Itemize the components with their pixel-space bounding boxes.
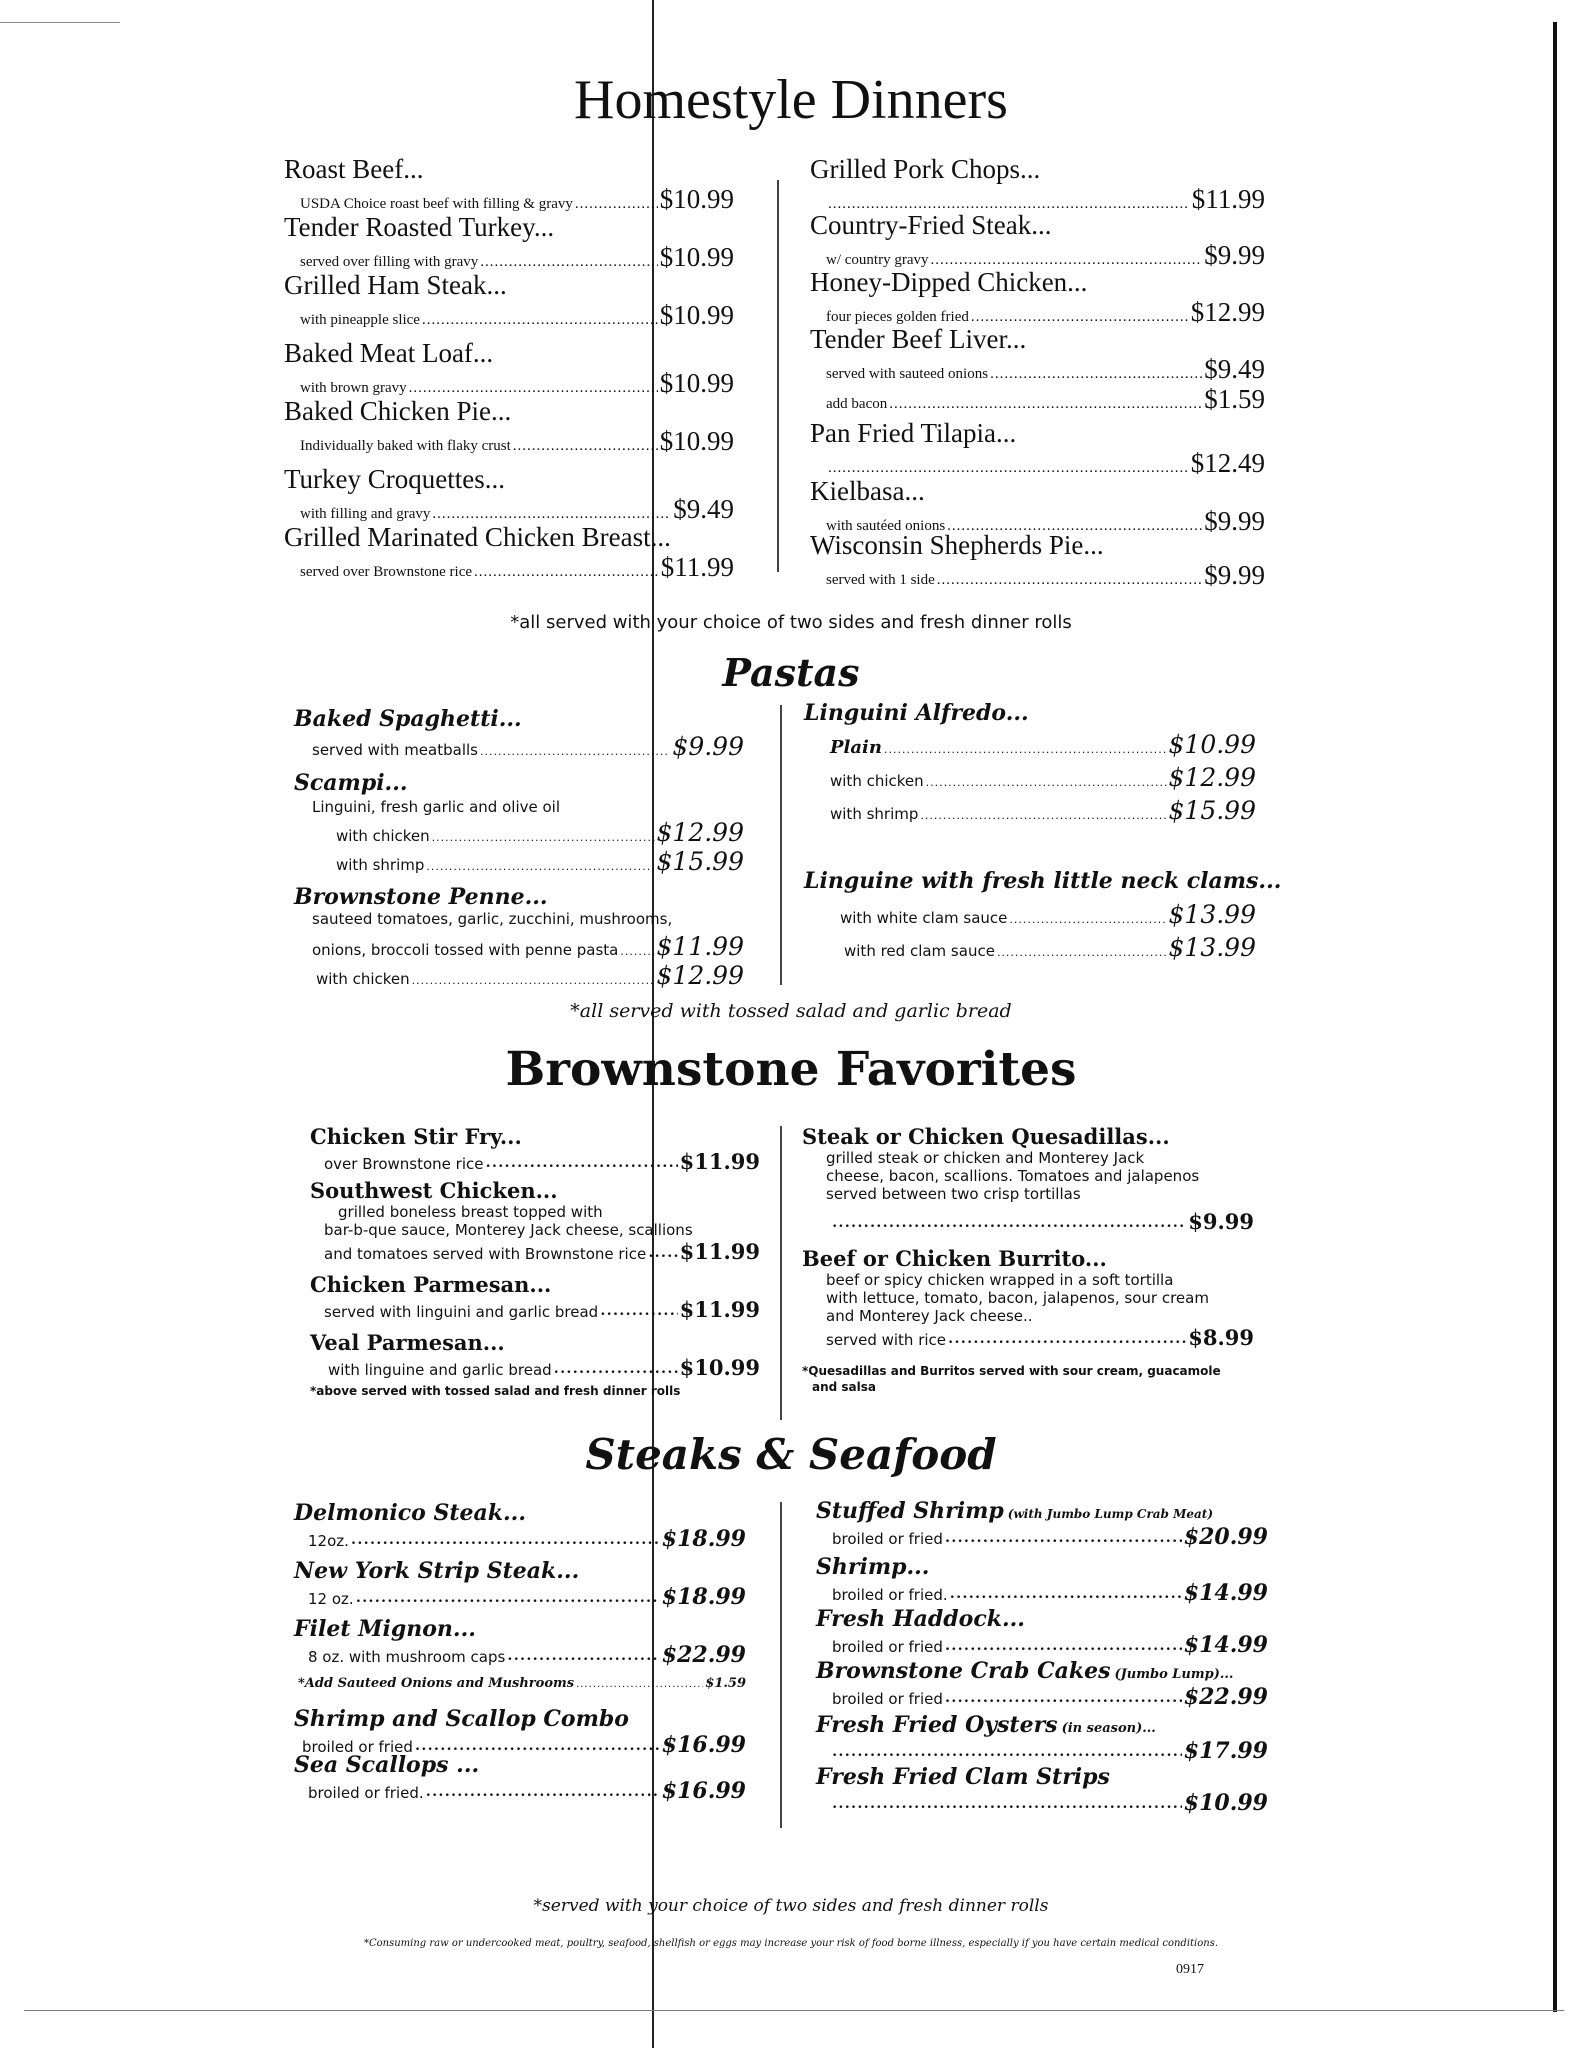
item-name: Grilled Marinated Chicken Breast... — [284, 522, 671, 552]
item-price: $11.99 — [1191, 184, 1265, 214]
item-desc: with lettuce, tomato, bacon, jalapenos, sour cream — [826, 1289, 1209, 1307]
item-desc: w/ country gravy — [826, 252, 929, 268]
favorites-column-divider — [780, 1126, 782, 1420]
item-name: Linguine with fresh little neck clams... — [804, 868, 1282, 894]
item-desc: broiled or fried. — [308, 1784, 424, 1802]
item-price: $13.99 — [1168, 900, 1256, 929]
item-name: Scampi... — [294, 770, 408, 796]
item-name: Baked Spaghetti... — [294, 706, 522, 732]
menu-item — [294, 884, 744, 990]
item-desc: onions, broccoli tossed with penne pasta — [312, 941, 619, 959]
item-option: with shrimp — [830, 805, 919, 823]
favorites-note-right: *Quesadillas and Burritos served with sour cream, guacamole — [802, 1364, 1221, 1378]
item-name: Shrimp and Scallop Combo — [294, 1706, 629, 1732]
item-name: Filet Mignon... — [294, 1616, 476, 1642]
menu-item — [310, 1124, 760, 1174]
menu-item — [804, 868, 1282, 962]
menu-item — [284, 522, 734, 583]
item-price: $16.99 — [661, 1732, 746, 1758]
item-name: Shrimp... — [816, 1554, 930, 1580]
item-name: Chicken Stir Fry... — [310, 1124, 522, 1149]
item-desc: sauteed tomatoes, garlic, zucchini, mushrooms, — [312, 910, 673, 928]
item-desc: served with meatballs — [312, 741, 478, 759]
item-name: Kielbasa... — [810, 476, 925, 506]
item-name: Beef or Chicken Burrito... — [802, 1246, 1107, 1271]
item-price: $10.99 — [659, 300, 734, 330]
menu-item — [816, 1712, 1268, 1764]
item-price: $11.99 — [679, 1149, 760, 1174]
item-desc: served over filling with gravy — [300, 254, 479, 270]
addon-price: $1.59 — [705, 1676, 746, 1691]
item-name: Southwest Chicken... — [310, 1178, 558, 1203]
menu-item — [804, 700, 1256, 825]
item-desc: Linguini, fresh garlic and olive oil — [312, 798, 560, 816]
item-price: $1.59 — [1204, 384, 1265, 414]
menu-item — [802, 1246, 1254, 1350]
item-desc: grilled steak or chicken and Monterey Jack — [826, 1149, 1145, 1167]
item-desc: and Monterey Jack cheese.. — [826, 1307, 1033, 1325]
menu-item — [294, 706, 744, 761]
menu-item — [810, 324, 1265, 385]
item-desc: cheese, bacon, scallions. Tomatoes and jalapenos — [826, 1167, 1200, 1185]
menu-item-addon — [810, 384, 1265, 415]
menu-item — [310, 1330, 760, 1380]
item-price: $11.99 — [656, 932, 744, 961]
item-price: $9.99 — [672, 732, 744, 761]
item-desc: USDA Choice roast beef with filling & gravy — [300, 196, 573, 212]
item-price: $10.99 — [679, 1355, 760, 1380]
item-desc: 8 oz. with mushroom caps — [308, 1648, 506, 1666]
item-name: Veal Parmesan... — [310, 1330, 505, 1355]
menu-item — [284, 396, 734, 457]
item-price: $16.99 — [661, 1778, 746, 1804]
item-desc: bar-b-que sauce, Monterey Jack cheese, scallions — [324, 1221, 693, 1239]
item-name: Baked Meat Loaf... — [284, 338, 494, 368]
item-desc: broiled or fried — [832, 1690, 943, 1708]
menu-item — [810, 418, 1265, 479]
item-price: $12.99 — [1190, 297, 1265, 327]
item-desc: broiled or fried. — [832, 1586, 948, 1604]
item-price: $12.99 — [656, 961, 744, 990]
item-desc: broiled or fried — [832, 1530, 943, 1548]
menu-item — [810, 267, 1265, 328]
item-price: $15.99 — [656, 847, 744, 876]
item-desc: with pineapple slice — [300, 312, 420, 328]
item-name: Linguini Alfredo... — [804, 700, 1029, 726]
item-desc: served over Brownstone rice — [300, 564, 473, 580]
item-price: $20.99 — [1183, 1524, 1268, 1550]
steaks-column-divider — [780, 1502, 782, 1828]
item-price: $10.99 — [659, 242, 734, 272]
item-option: with chicken — [336, 827, 430, 845]
item-option: with red clam sauce — [844, 942, 995, 960]
item-desc: beef or spicy chicken wrapped in a soft tortilla — [826, 1271, 1174, 1289]
menu-item — [294, 1752, 746, 1804]
item-name: Tender Roasted Turkey... — [284, 212, 555, 242]
item-price: $9.49 — [673, 494, 734, 524]
menu-item — [802, 1124, 1254, 1234]
item-price: $10.99 — [659, 426, 734, 456]
item-name: Stuffed Shrimp — [816, 1498, 1004, 1524]
item-desc: served with sauteed onions — [826, 366, 989, 382]
item-price: $9.49 — [1204, 354, 1265, 384]
item-name: Baked Chicken Pie... — [284, 396, 512, 426]
menu-item — [294, 1500, 746, 1552]
item-desc: served with 1 side — [826, 572, 935, 588]
item-desc: 12oz. — [308, 1532, 349, 1550]
menu-item — [294, 770, 744, 876]
item-name: New York Strip Steak... — [294, 1558, 580, 1584]
menu-code: 0917 — [1176, 1962, 1204, 1977]
item-price: $9.99 — [1188, 1209, 1254, 1234]
favorites-title: Brownstone Favorites — [505, 1042, 1077, 1097]
menu-item — [284, 212, 734, 273]
menu-item — [810, 210, 1265, 271]
menu-item — [284, 464, 734, 525]
item-name: Turkey Croquettes... — [284, 464, 505, 494]
bottom-rule — [24, 2010, 1564, 2011]
item-price: $22.99 — [661, 1642, 746, 1668]
item-desc: with sautéed onions — [826, 518, 946, 534]
item-desc: served between two crisp tortillas — [826, 1185, 1081, 1203]
item-price: $22.99 — [1183, 1684, 1268, 1710]
item-price: $13.99 — [1168, 933, 1256, 962]
item-name: Pan Fried Tilapia... — [810, 418, 1017, 448]
item-name: Fresh Fried Oysters — [816, 1712, 1058, 1738]
item-price: $12.99 — [656, 818, 744, 847]
homestyle-title: Homestyle Dinners — [574, 69, 1008, 131]
menu-item — [310, 1178, 760, 1264]
favorites-note-left: *above served with tossed salad and fresh dinner rolls — [310, 1384, 681, 1398]
item-price: $18.99 — [661, 1526, 746, 1552]
steaks-note: *served with your choice of two sides and fresh dinner rolls — [533, 1896, 1049, 1916]
item-price: $18.99 — [661, 1584, 746, 1610]
item-desc: four pieces golden fried — [826, 309, 969, 325]
homestyle-note: *all served with your choice of two sides and fresh dinner rolls — [510, 612, 1072, 633]
item-name: Brownstone Crab Cakes — [816, 1658, 1111, 1684]
item-price: $14.99 — [1183, 1580, 1268, 1606]
item-option: with chicken — [316, 970, 410, 988]
item-name: Sea Scallops ... — [294, 1752, 480, 1778]
item-tag: (Jumbo Lump)... — [1114, 1667, 1234, 1682]
item-tag: (in season)... — [1061, 1721, 1156, 1736]
item-name: Steak or Chicken Quesadillas... — [802, 1124, 1170, 1149]
menu-item — [816, 1658, 1268, 1710]
pastas-title: Pastas — [722, 650, 860, 695]
item-name: Wisconsin Shepherds Pie... — [810, 530, 1104, 560]
menu-item — [310, 1272, 760, 1322]
menu-item — [284, 338, 734, 399]
item-name: Country-Fried Steak... — [810, 210, 1052, 240]
item-price: $10.99 — [1168, 730, 1256, 759]
menu-item — [816, 1554, 1268, 1606]
item-name: Chicken Parmesan... — [310, 1272, 552, 1297]
item-name: Fresh Haddock... — [816, 1606, 1025, 1632]
item-desc: 12 oz. — [308, 1590, 354, 1608]
item-desc: with brown gravy — [300, 380, 407, 396]
favorites-note-right-cont: and salsa — [812, 1380, 877, 1394]
item-price: $9.99 — [1204, 240, 1265, 270]
item-desc: over Brownstone rice — [324, 1155, 484, 1173]
item-option: with white clam sauce — [840, 909, 1008, 927]
item-price: $12.49 — [1190, 448, 1265, 478]
menu-item — [294, 1706, 746, 1758]
item-price: $8.99 — [1188, 1325, 1254, 1350]
item-option: with chicken — [830, 772, 924, 790]
item-desc: grilled boneless breast topped with — [338, 1203, 603, 1221]
item-price: $17.99 — [1183, 1738, 1268, 1764]
item-name: Brownstone Penne... — [294, 884, 548, 910]
item-price: $10.99 — [659, 184, 734, 214]
item-price: $10.99 — [1183, 1790, 1268, 1816]
item-price: $12.99 — [1168, 763, 1256, 792]
menu-item — [810, 530, 1265, 591]
item-price: $9.99 — [1204, 506, 1265, 536]
item-tag: (with Jumbo Lump Crab Meat) — [1007, 1507, 1214, 1521]
item-name: Roast Beef... — [284, 154, 424, 184]
menu-item — [816, 1764, 1268, 1816]
item-price: $11.99 — [679, 1297, 760, 1322]
item-price: $15.99 — [1168, 796, 1256, 825]
item-desc: Individually baked with flaky crust — [300, 438, 511, 454]
top-rule — [0, 22, 120, 23]
menu-item — [294, 1616, 746, 1668]
item-desc: served with linguini and garlic bread — [324, 1303, 599, 1321]
homestyle-column-divider — [777, 180, 779, 572]
item-price: $11.99 — [660, 552, 734, 582]
item-price: $14.99 — [1183, 1632, 1268, 1658]
steaks-title: Steaks & Seafood — [585, 1430, 997, 1479]
item-desc: with filling and gravy — [300, 506, 431, 522]
item-desc: with linguine and garlic bread — [328, 1361, 552, 1379]
item-desc: broiled or fried — [832, 1638, 943, 1656]
item-name: Grilled Pork Chops... — [810, 154, 1041, 184]
item-desc: and tomatoes served with Brownstone rice — [324, 1245, 647, 1263]
item-desc: add bacon — [826, 396, 888, 412]
item-name: Delmonico Steak... — [294, 1500, 526, 1526]
addon-text: *Add Sauteed Onions and Mushrooms — [298, 1676, 575, 1691]
item-option: Plain — [830, 737, 882, 758]
item-option: with shrimp — [336, 856, 425, 874]
item-desc: broiled or fried — [302, 1738, 413, 1756]
item-name: Tender Beef Liver... — [810, 324, 1027, 354]
item-price: $11.99 — [679, 1239, 760, 1264]
menu-item — [816, 1606, 1268, 1658]
menu-item — [816, 1498, 1268, 1550]
item-price: $10.99 — [659, 368, 734, 398]
item-desc: served with rice — [826, 1331, 947, 1349]
pastas-column-divider — [780, 705, 782, 985]
menu-item — [284, 154, 734, 215]
item-price: $9.99 — [1204, 560, 1265, 590]
pastas-note: *all served with tossed salad and garlic bread — [570, 1000, 1012, 1022]
addon-item — [294, 1676, 746, 1691]
item-name: Honey-Dipped Chicken... — [810, 267, 1088, 297]
disclaimer: *Consuming raw or undercooked meat, poultry, seafood, shellfish or eggs may increase your risk of food borne illness, especially if you have certain medical conditions. — [363, 1938, 1219, 1949]
item-name: Grilled Ham Steak... — [284, 270, 507, 300]
menu-item — [810, 476, 1265, 537]
menu-item — [284, 270, 734, 331]
item-name: Fresh Fried Clam Strips — [816, 1764, 1110, 1790]
menu-item — [810, 154, 1265, 215]
menu-item — [294, 1558, 746, 1610]
